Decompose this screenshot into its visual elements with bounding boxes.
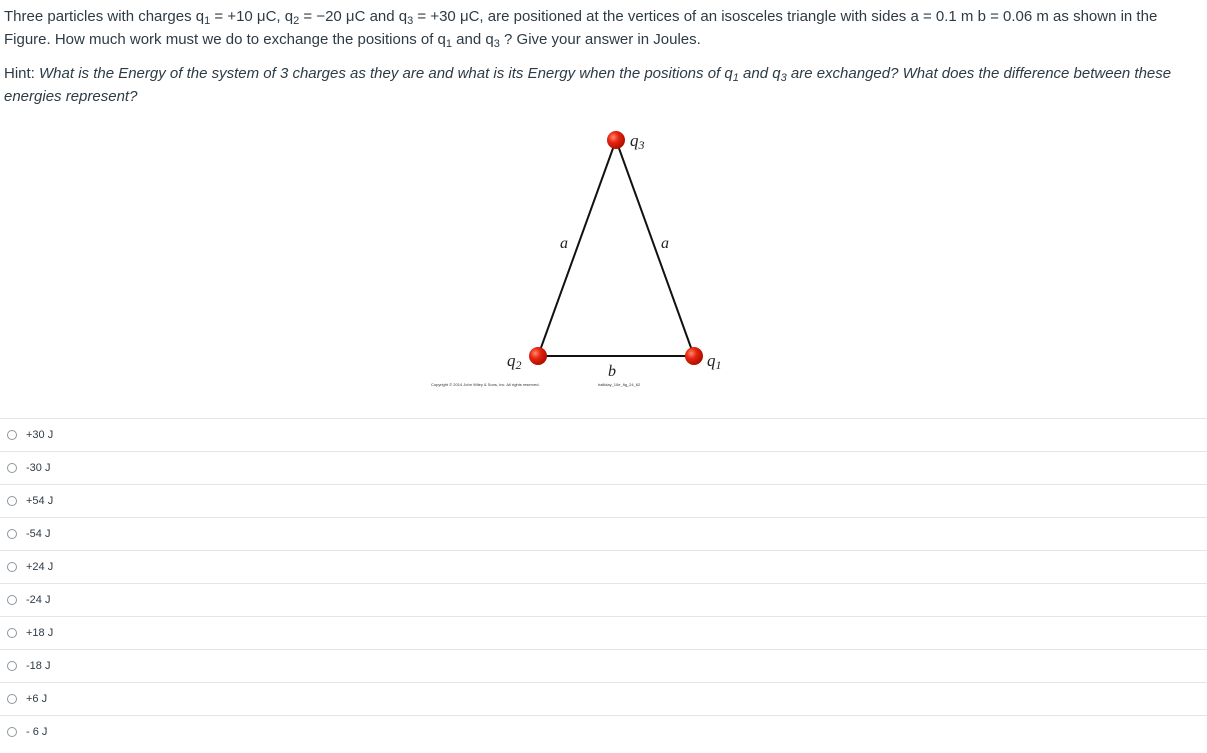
question-text: Three particles with charges $q_1 = +10$ μC, $q_2 = -20$ μC and $q_3 = +30$ μC, are positioned at the vertices of an isosceles triangle with sides a = 0.1 m b = 0.06 m as shown in the Figure. How much work must we do to exchange the positions of $q_1$ and $q_3$ ? Give your answer in Joules. xyxy=(4,8,1158,50)
side-a-left xyxy=(538,140,616,356)
triangle-diagram xyxy=(420,120,740,405)
answer-label: -18 J xyxy=(26,660,51,672)
answer-option[interactable] xyxy=(0,616,1207,649)
label-a-right: a xyxy=(661,235,669,252)
triangle-figure xyxy=(420,120,740,405)
answer-list xyxy=(0,418,1207,748)
label-q1: q1 xyxy=(707,351,722,372)
answer-label: +24 J xyxy=(26,561,54,573)
radio-button[interactable] xyxy=(7,628,17,638)
answer-option[interactable] xyxy=(0,484,1207,517)
answer-label: -54 J xyxy=(26,528,51,540)
charge-q3 xyxy=(607,131,625,149)
label-b: b xyxy=(608,363,616,380)
copyright-text: Copyright © 2014 John Wiley & Sons, Inc. All rights reserved. xyxy=(431,382,540,387)
answer-option[interactable] xyxy=(0,451,1207,484)
answer-option[interactable] xyxy=(0,682,1207,715)
radio-button[interactable] xyxy=(7,529,17,539)
charge-q2 xyxy=(529,347,547,365)
answer-label: +6 J xyxy=(26,693,48,705)
label-q3: q3 xyxy=(630,131,645,152)
answer-option[interactable] xyxy=(0,583,1207,616)
answer-label: +54 J xyxy=(26,495,54,507)
answer-option[interactable] xyxy=(0,649,1207,682)
radio-button[interactable] xyxy=(7,595,17,605)
radio-button[interactable] xyxy=(7,496,17,506)
hint-text: Hint: What is the Energy of the system of 3 charges as they are and what is its Energy when the positions of $q_1$ and $q_3$ are exchanged? What does the difference between these energies represent? xyxy=(4,65,1172,105)
radio-button[interactable] xyxy=(7,661,17,671)
answer-label: - 6 J xyxy=(26,726,48,738)
side-a-right xyxy=(616,140,694,356)
figure-id-text: halliday_10e_fig_24_62 xyxy=(598,382,641,387)
radio-button[interactable] xyxy=(7,694,17,704)
answer-option[interactable] xyxy=(0,418,1207,451)
radio-button[interactable] xyxy=(7,463,17,473)
answer-option[interactable] xyxy=(0,550,1207,583)
radio-button[interactable] xyxy=(7,430,17,440)
answer-label: +30 J xyxy=(26,429,54,441)
label-a-left: a xyxy=(560,235,568,252)
answer-option[interactable] xyxy=(0,517,1207,550)
answer-label: -30 J xyxy=(26,462,51,474)
charge-q1 xyxy=(685,347,703,365)
label-q2: q2 xyxy=(507,351,522,372)
answer-option[interactable] xyxy=(0,715,1207,748)
answer-label: +18 J xyxy=(26,627,54,639)
radio-button[interactable] xyxy=(7,562,17,572)
radio-button[interactable] xyxy=(7,727,17,737)
answer-label: -24 J xyxy=(26,594,51,606)
